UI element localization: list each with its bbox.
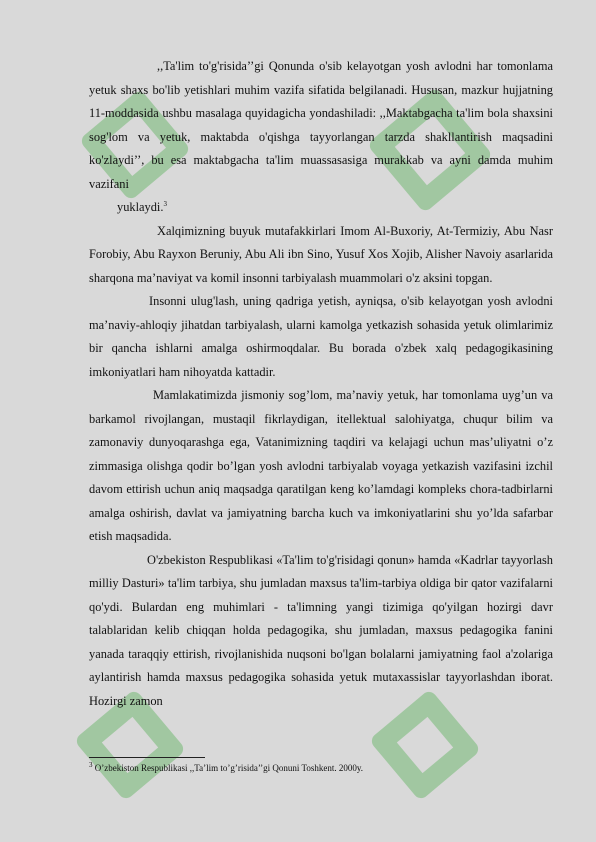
footnote-text: O’zbekiston Respublikasi ,,Ta’lim to’g’risida’’gi Qonuni Toshkent. 2000y.	[92, 763, 364, 773]
footnote	[89, 762, 363, 774]
paragraph-5: O'zbekiston Respublikasi «Ta'lim to'g'risidagi qonun» hamda «Kadrlar tayyorlash milliy Dasturi» ta'lim tarbiya, shu jumladan maxsus ta'lim-tarbiya oldiga bir qator vazifalarni qo'ydi. Bulardan eng muhimlari - ta'limning yangi tizimiga qo'yilgan hozirgi davr talablaridan kelib chiqqan holda pedagogika, shu jumladan, maxsus pedagogika fanini yanada taraqqiy ettirish, rivojlanishida nuqsoni bo'lgan bolalarni jamiyatning faol a'zolariga aylantirish hamda maxsus pedagogika sohasida yetuk mutaxassislar tayyorlashdan iborat. Hozirgi zamon	[89, 552, 553, 708]
paragraph-1: ,,Ta'lim to'g'risida’’gi Qonunda o'sib kelayotgan yosh avlodni har tomonlama yetuk shaxs bo'lib yetishlari muhim vazifa sifatida belgilanadi. Hususan, mazkur hujjatning 11-moddasida ushbu masalaga quyidagicha yondashiladi: ,,Maktabgacha ta'lim bola shaxsini sog'lom va yetuk, maktabda o'qishga tayyorlangan tarzda shakllantirish maqsadini ko'zlaydi’’, bu esa maktabgacha ta'lim muassasasiga murakkab va ayni damda muhim vazifani	[89, 59, 553, 191]
footnote-divider	[89, 757, 205, 758]
document-body	[89, 55, 553, 713]
paragraph-3: Insonni ulug'lash, uning qadriga yetish, ayniqsa, o'sib kelayotgan yosh avlodni ma’naviy-ahloqiy jihatdan tarbiyalash, ularni kamolga yetkazish sohasida yetuk olimlarimiz bir qancha ishlarni amalga oshirmoqdalar. Bu borada o'zbek xalq pedagogikasining imkoniyatlari ham nihoyatda kattadir.	[89, 294, 553, 379]
footnote-reference[interactable]: 3	[163, 199, 167, 208]
paragraph-2: Xalqimizning buyuk mutafakkirlari Imom Al-Buxoriy, At-Termiziy, Abu Nasr Forobiy, Abu Rayxon Beruniy, Abu Ali ibn Sino, Yusuf Xos Xojib, Alisher Navoiy asarlarida sharqona ma’naviyat va komil insonni tarbiyalash muammolari o'z aksini topgan.	[89, 223, 553, 285]
paragraph-4: Mamlakatimizda jismoniy sog’lom, ma’naviy yetuk, har tomonlama uyg’un va barkamol rivojlangan, mustaqil fikrlaydigan, itellektual salohiyatga, chuqur bilim va zamonaviy dunyoqarashga ega, Vatanimizning taqdiri va kelajagi uchun mas’uliyatni o’z zimmasiga olishga qodir bo’lgan yosh avlodni tarbiyalab voyaga yetkazish vazifasini izchil davom ettirish uchun aniq maqsadga qaratilgan keng ko’lamdagi kompleks chora-tadbirlarni amalga oshirish, davlat va jamiyatning barcha kuch va imkoniyatlarini shu yo’lda safarbar etish maqsadida.	[89, 388, 553, 543]
footnote-number: 3	[89, 761, 93, 769]
paragraph-1-end-text: yuklaydi.	[117, 200, 164, 214]
paragraph-1-end	[89, 196, 553, 220]
